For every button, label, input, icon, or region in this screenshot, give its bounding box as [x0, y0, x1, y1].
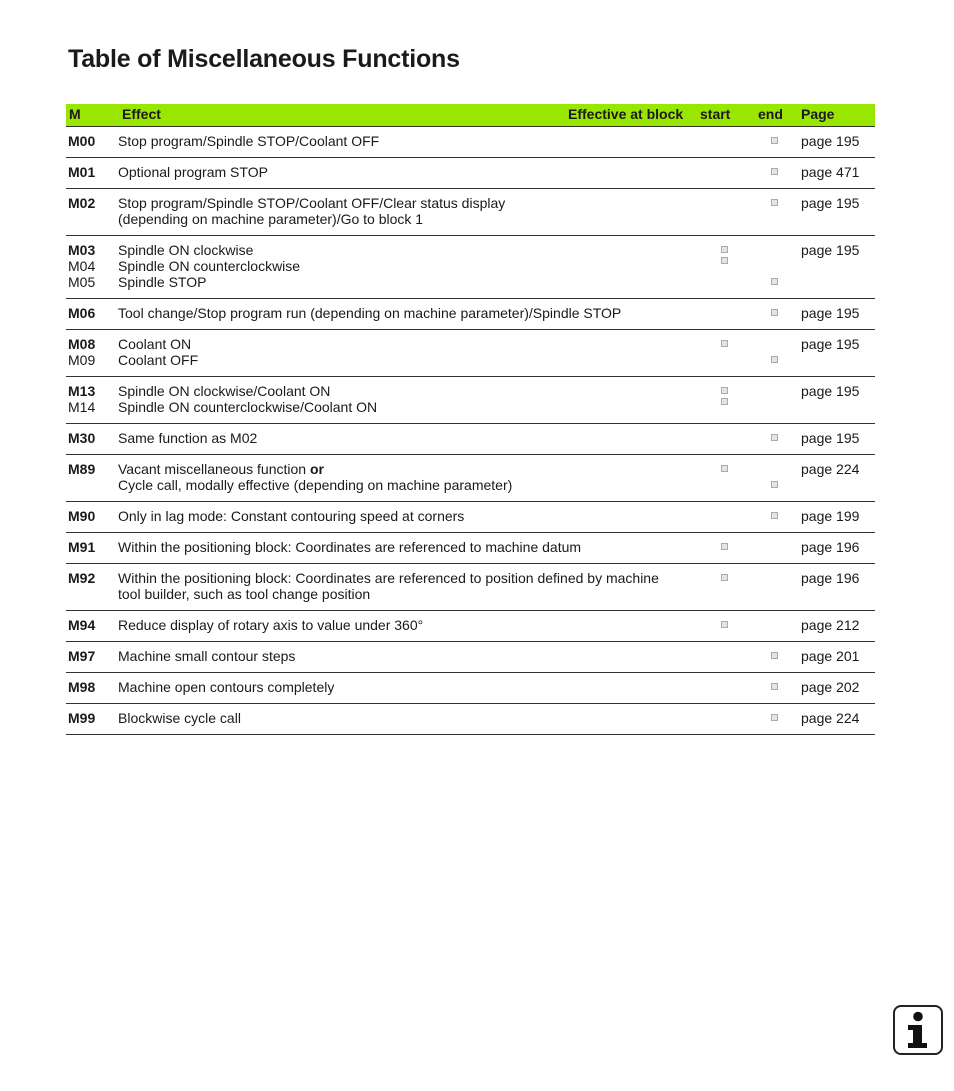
table-row	[66, 377, 875, 424]
effect-line	[118, 461, 698, 477]
end-empty	[770, 570, 782, 586]
misc-functions-table	[66, 104, 875, 735]
effect-text: Machine small contour steps	[118, 648, 296, 664]
end-empty	[770, 617, 782, 633]
table-row	[66, 299, 875, 330]
m-code-cell	[68, 305, 114, 321]
m-code: M09	[68, 352, 96, 368]
effect-cell	[118, 133, 698, 149]
page-ref[interactable]: page 196	[801, 570, 860, 586]
start-marker	[721, 340, 728, 347]
table-header	[66, 104, 875, 127]
start-cell	[720, 710, 732, 726]
m-code-cell	[68, 383, 114, 415]
effect-text: Reduce display of rotary axis to value under 360°	[118, 617, 424, 633]
end-marker	[771, 434, 778, 441]
start-cell	[720, 305, 732, 321]
m-code: M94	[68, 617, 96, 633]
effect-cell	[118, 539, 698, 555]
m-code: M92	[68, 570, 96, 586]
end-empty	[770, 461, 782, 477]
effect-cell	[118, 648, 698, 664]
start-empty	[720, 305, 732, 321]
table-row	[66, 533, 875, 564]
m-code-cell	[68, 679, 114, 695]
end-empty	[770, 383, 782, 399]
effect-cell	[118, 461, 698, 493]
effect-text: Spindle ON clockwise	[118, 242, 254, 258]
start-empty	[720, 710, 732, 726]
effect-text: Optional program STOP	[118, 164, 268, 180]
table-row	[66, 236, 875, 299]
start-empty	[720, 195, 732, 211]
effect-line	[118, 211, 698, 227]
effect-bold-suffix: or	[309, 461, 324, 477]
page-ref[interactable]: page 196	[801, 539, 860, 555]
m-code-cell	[68, 710, 114, 726]
effect-text: Spindle ON counterclockwise/Coolant ON	[118, 399, 378, 415]
m-code: M14	[68, 399, 96, 415]
end-cell	[770, 461, 782, 492]
table-row	[66, 673, 875, 704]
effect-text: tool builder, such as tool change position	[118, 586, 371, 602]
end-marker	[771, 137, 778, 144]
m-code: M30	[68, 430, 96, 446]
effect-text: Coolant OFF	[118, 352, 199, 368]
m-code: M90	[68, 508, 96, 524]
effect-line	[118, 710, 698, 726]
end-cell	[770, 164, 782, 179]
start-cell	[720, 648, 732, 664]
start-cell	[720, 679, 732, 695]
effect-line	[118, 164, 698, 180]
effect-text: Only in lag mode: Constant contouring speed at corners	[118, 508, 465, 524]
effect-cell	[118, 336, 698, 368]
end-marker	[771, 714, 778, 721]
effect-cell	[118, 508, 698, 524]
effect-cell	[118, 164, 698, 180]
start-empty	[720, 351, 732, 367]
start-marker	[721, 398, 728, 405]
header-start: start	[700, 106, 731, 122]
page-title: Table of Miscellaneous Functions	[68, 45, 460, 73]
header-m: M	[69, 106, 81, 122]
start-cell	[720, 430, 732, 446]
start-empty	[720, 268, 732, 284]
m-code: M03	[68, 242, 96, 258]
end-marker	[771, 278, 778, 285]
effect-text: Stop program/Spindle STOP/Coolant OFF/Clear status display	[118, 195, 506, 211]
page-ref[interactable]: page 199	[801, 508, 860, 524]
m-code: M00	[68, 133, 96, 149]
header-effective-at-block: Effective at block	[568, 106, 684, 122]
end-empty	[770, 258, 782, 274]
end-cell	[770, 679, 782, 694]
page-ref[interactable]: page 195	[801, 305, 860, 321]
effect-text: Machine open contours completely	[118, 679, 335, 695]
table-row	[66, 330, 875, 377]
end-marker	[771, 356, 778, 363]
m-code: M98	[68, 679, 96, 695]
effect-line	[118, 617, 698, 633]
start-marker	[721, 465, 728, 472]
m-code: M99	[68, 710, 96, 726]
m-code: M04	[68, 258, 96, 274]
table-row	[66, 127, 875, 158]
end-cell	[770, 648, 782, 663]
end-marker	[771, 199, 778, 206]
page-ref[interactable]: page 195	[801, 242, 860, 258]
effect-cell	[118, 430, 698, 446]
start-cell	[720, 539, 732, 554]
end-cell	[770, 617, 782, 633]
end-marker	[771, 683, 778, 690]
end-empty	[770, 399, 782, 415]
effect-line	[118, 274, 698, 290]
info-icon	[905, 1011, 931, 1049]
table-row	[66, 611, 875, 642]
effect-text: Tool change/Stop program run (depending on machine parameter)/Spindle STOP	[118, 305, 622, 321]
start-empty	[720, 476, 732, 492]
effect-cell	[118, 242, 698, 290]
effect-cell	[118, 679, 698, 695]
effect-cell	[118, 305, 698, 321]
page-ref[interactable]: page 224	[801, 461, 860, 477]
m-code-cell	[68, 430, 114, 446]
effect-text: Same function as M02	[118, 430, 258, 446]
effect-line	[118, 383, 698, 399]
m-code-cell	[68, 133, 114, 149]
m-code-cell	[68, 570, 114, 586]
page-ref[interactable]: page 195	[801, 133, 860, 149]
effect-text: Within the positioning block: Coordinates are referenced to position defined by machine	[118, 570, 659, 586]
page-ref[interactable]: page 195	[801, 195, 860, 211]
effect-text: Coolant ON	[118, 336, 192, 352]
effect-line	[118, 336, 698, 352]
end-marker	[771, 512, 778, 519]
table-row	[66, 189, 875, 236]
start-empty	[720, 508, 732, 524]
page-ref[interactable]: page 195	[801, 336, 860, 352]
effect-text: Spindle ON counterclockwise	[118, 258, 301, 274]
end-marker	[771, 168, 778, 175]
effect-line	[118, 242, 698, 258]
end-cell	[770, 133, 782, 148]
effect-line	[118, 586, 698, 602]
m-code: M08	[68, 336, 96, 352]
info-button[interactable]	[893, 1005, 943, 1055]
end-marker	[771, 481, 778, 488]
effect-text: Within the positioning block: Coordinates are referenced to machine datum	[118, 539, 582, 555]
start-cell	[720, 617, 732, 632]
start-cell	[720, 164, 732, 180]
start-empty	[720, 164, 732, 180]
m-code-cell	[68, 336, 114, 368]
m-code-cell	[68, 461, 114, 477]
end-empty	[770, 336, 782, 352]
start-empty	[720, 648, 732, 664]
effect-cell	[118, 383, 698, 415]
effect-cell	[118, 570, 698, 602]
start-cell	[720, 461, 732, 492]
m-code-cell	[68, 164, 114, 180]
start-cell	[720, 508, 732, 524]
start-marker	[721, 246, 728, 253]
start-cell	[720, 336, 732, 367]
effect-text: Spindle STOP	[118, 274, 207, 290]
page-ref[interactable]: page 212	[801, 617, 860, 633]
table-row	[66, 502, 875, 533]
end-cell	[770, 508, 782, 523]
m-code-cell	[68, 539, 114, 555]
header-effect: Effect	[122, 106, 161, 122]
start-empty	[720, 430, 732, 446]
start-cell	[720, 133, 732, 149]
start-empty	[720, 679, 732, 695]
m-code: M02	[68, 195, 96, 211]
header-page: Page	[801, 106, 835, 122]
end-marker	[771, 652, 778, 659]
effect-line	[118, 539, 698, 555]
page-ref[interactable]: page 201	[801, 648, 860, 664]
end-cell	[770, 710, 782, 725]
effect-cell	[118, 710, 698, 726]
effect-line	[118, 679, 698, 695]
start-cell	[720, 383, 732, 409]
end-empty	[770, 242, 782, 258]
start-marker	[721, 621, 728, 628]
effect-line	[118, 477, 698, 493]
table-row	[66, 642, 875, 673]
page-ref[interactable]: page 195	[801, 383, 860, 399]
table-row	[66, 704, 875, 735]
start-marker	[721, 387, 728, 394]
m-code: M01	[68, 164, 96, 180]
m-code-cell	[68, 617, 114, 633]
effect-text: Spindle ON clockwise/Coolant ON	[118, 383, 331, 399]
page-ref[interactable]: page 224	[801, 710, 860, 726]
effect-text: Vacant miscellaneous function	[118, 461, 307, 477]
start-empty	[720, 133, 732, 149]
start-marker	[721, 574, 728, 581]
table-row	[66, 158, 875, 189]
effect-line	[118, 508, 698, 524]
end-cell	[770, 336, 782, 367]
m-code-cell	[68, 195, 114, 211]
effect-line	[118, 430, 698, 446]
m-code-cell	[68, 508, 114, 524]
start-cell	[720, 242, 732, 284]
m-code: M97	[68, 648, 96, 664]
effect-line	[118, 305, 698, 321]
end-empty	[770, 539, 782, 555]
end-marker	[771, 309, 778, 316]
start-marker	[721, 257, 728, 264]
m-code: M13	[68, 383, 96, 399]
effect-text: Stop program/Spindle STOP/Coolant OFF	[118, 133, 380, 149]
end-cell	[770, 539, 782, 555]
end-cell	[770, 195, 782, 210]
table-row	[66, 424, 875, 455]
effect-text: (depending on machine parameter)/Go to block 1	[118, 211, 424, 227]
page-ref[interactable]: page 202	[801, 679, 860, 695]
effect-cell	[118, 617, 698, 633]
m-code: M89	[68, 461, 96, 477]
table-row	[66, 455, 875, 502]
effect-cell	[118, 195, 698, 227]
effect-text: Cycle call, modally effective (depending on machine parameter)	[118, 477, 513, 493]
end-cell	[770, 430, 782, 445]
page-ref[interactable]: page 471	[801, 164, 860, 180]
end-cell	[770, 242, 782, 289]
effect-line	[118, 133, 698, 149]
m-code: M05	[68, 274, 96, 290]
start-cell	[720, 195, 732, 211]
effect-line	[118, 258, 698, 274]
m-code-cell	[68, 648, 114, 664]
start-marker	[721, 543, 728, 550]
end-cell	[770, 570, 782, 586]
m-code-cell	[68, 242, 114, 290]
effect-line	[118, 195, 698, 211]
table-body	[66, 127, 875, 735]
start-cell	[720, 570, 732, 585]
m-code: M06	[68, 305, 96, 321]
effect-line	[118, 648, 698, 664]
header-end: end	[758, 106, 783, 122]
effect-line	[118, 352, 698, 368]
m-code: M91	[68, 539, 96, 555]
table-row	[66, 564, 875, 611]
end-cell	[770, 383, 782, 415]
effect-line	[118, 399, 698, 415]
page-ref[interactable]: page 195	[801, 430, 860, 446]
effect-text: Blockwise cycle call	[118, 710, 241, 726]
effect-line	[118, 570, 698, 586]
end-cell	[770, 305, 782, 320]
